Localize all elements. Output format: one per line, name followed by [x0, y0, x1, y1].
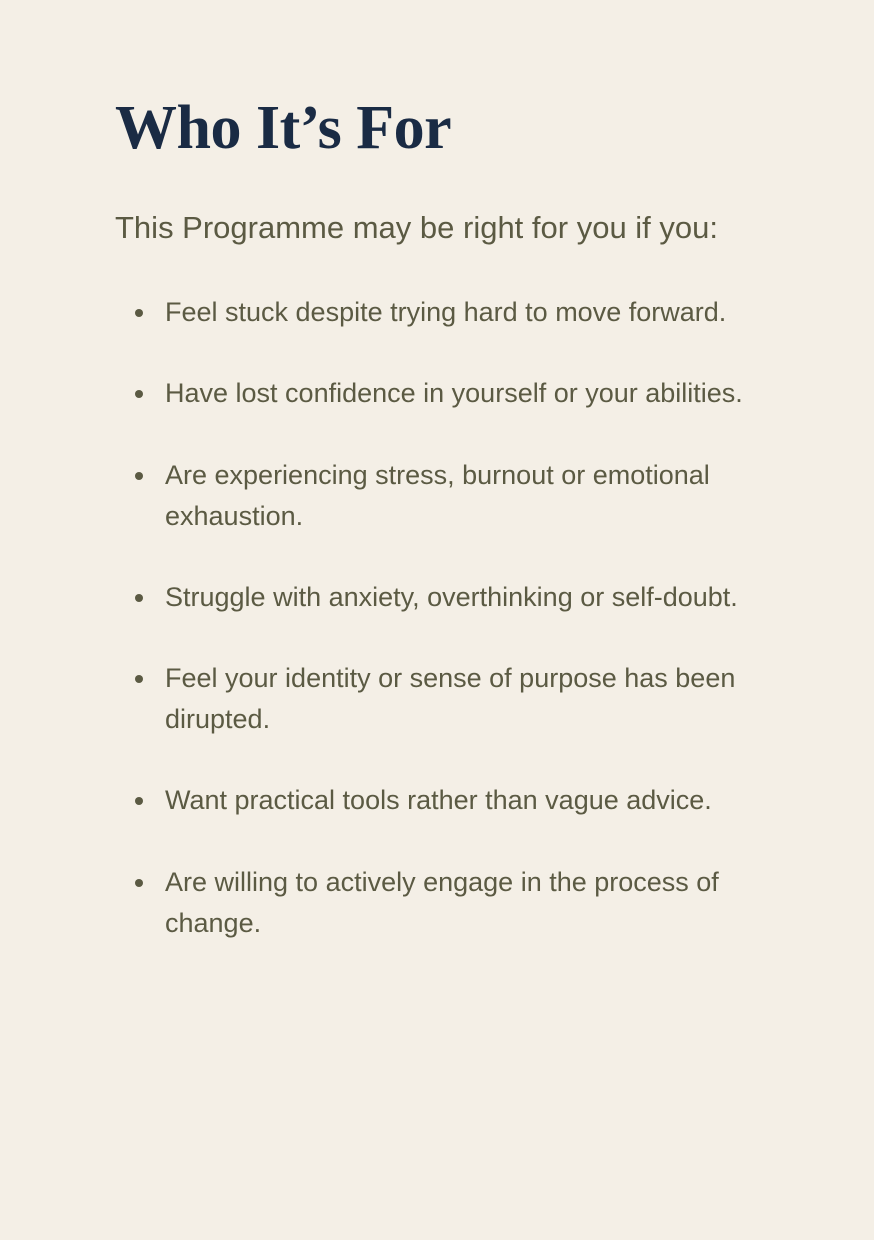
- list-item: [165, 455, 805, 537]
- list-item-text: Struggle with anxiety, overthinking or self-doubt.: [165, 582, 738, 612]
- bullet-icon: [135, 797, 143, 805]
- list-item: [165, 292, 845, 333]
- page-title: Who It’s For: [115, 94, 452, 162]
- list-item-text: Feel your identity or sense of purpose has been dirupted.: [165, 663, 736, 734]
- list-item: [165, 577, 845, 618]
- list-item-text: Want practical tools rather than vague advice.: [165, 785, 712, 815]
- intro-text: This Programme may be right for you if you:: [115, 210, 719, 245]
- list-item-text: Have lost confidence in yourself or your abilities.: [165, 378, 743, 408]
- bullet-icon: [135, 594, 143, 602]
- bullet-icon: [135, 309, 143, 317]
- list-item: [165, 862, 815, 944]
- bullet-icon: [135, 390, 143, 398]
- bullet-icon: [135, 675, 143, 683]
- list-item-text: Are willing to actively engage in the process of change.: [165, 867, 719, 938]
- list-item-text: Feel stuck despite trying hard to move forward.: [165, 297, 727, 327]
- bullet-icon: [135, 879, 143, 887]
- list-item: [165, 780, 845, 821]
- list-item: [165, 373, 845, 414]
- list-item-text: Are experiencing stress, burnout or emotional exhaustion.: [165, 460, 710, 531]
- list-item: [165, 658, 825, 740]
- bullet-icon: [135, 472, 143, 480]
